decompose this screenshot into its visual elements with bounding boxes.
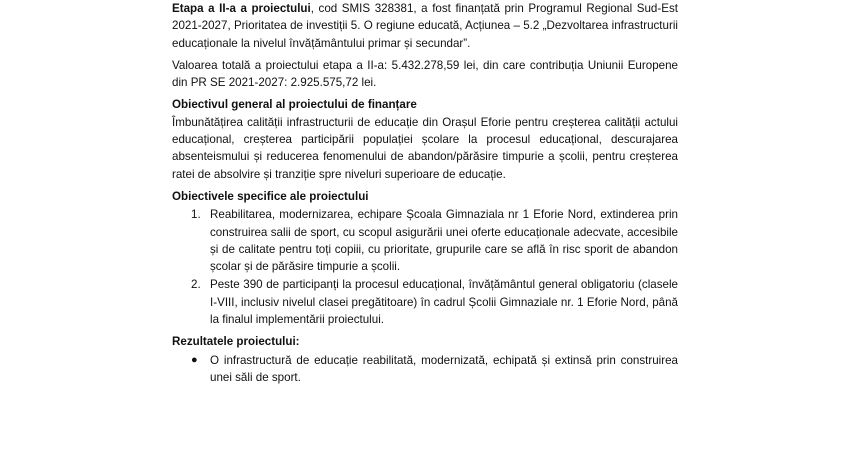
list-item-text: Peste 390 de participanți la procesul educațional, învățământul general obligatoriu (clasele I-VIII, inclusiv nivelul clasei pregătitoare) în cadrul Școlii Gimnaziale nr. 1 Eforie Nord, până la finalul implementării proiectului.	[210, 278, 678, 327]
list-item-number: 1.	[191, 208, 201, 222]
intro-paragraph	[172, 0, 678, 52]
bullet-icon: ●	[191, 353, 198, 366]
specific-objectives-list	[172, 206, 678, 328]
list-item-text: Reabilitarea, modernizarea, echipare Școala Gimnaziala nr 1 Eforie Nord, extinderea prin construirea salii de sport, cu scopul asigurării unei oferte educaționale adecvate, accesibile și de calitate pentru toți copiii, cu prioritate, grupurile care se află în risc sporit de abandon școlar și de părăsire timpurie a școlii.	[210, 208, 678, 274]
general-objective-heading: Obiectivul general al proiectului de finanțare	[172, 98, 417, 112]
intro-lead-rest: , cod SMIS 328381, a fost finanțată prin Programul Regional Sud-Est 2021-2027, Prioritatea de investiții 5. O regiune educată, Acțiunea – 5.2 „Dezvoltarea infrastructurii educaționale la nivelul învățământului primar și secundar”.	[172, 2, 678, 50]
intro-lead-bold: Etapa a II-a a proiectului	[172, 2, 311, 15]
list-item	[172, 206, 678, 275]
general-objective-text: Îmbunătățirea calității infrastructurii de educație din Orașul Eforie pentru creșterea calității actului educațional, creșterea participării populației școlare la procesul educațional, descurajarea absenteismului și reducerea fenomenului de abandon/părăsire timpurie a școlii, pentru creșterea ratei de absolvire și tranziție spre niveluri superioare de educație.	[172, 115, 678, 181]
list-item	[172, 276, 678, 328]
value-paragraph: Valoarea totală a proiectului etapa a II-a: 5.432.278,59 lei, din care contribuția Uniunii Europene din PR SE 2021-2027: 2.925.575,72 lei.	[172, 58, 678, 90]
results-heading: Rezultatele proiectului:	[172, 335, 300, 349]
specific-objectives-heading: Obiectivele specifice ale proiectului	[172, 189, 369, 203]
list-item-number: 2.	[191, 278, 201, 292]
page-blank-area	[0, 395, 855, 455]
results-list	[172, 352, 678, 387]
list-item-text: O infrastructură de educație reabilitată, modernizată, echipată și extinsă prin construirea unei săli de sport.	[210, 353, 678, 384]
document-body	[172, 0, 678, 386]
list-item	[172, 352, 678, 387]
